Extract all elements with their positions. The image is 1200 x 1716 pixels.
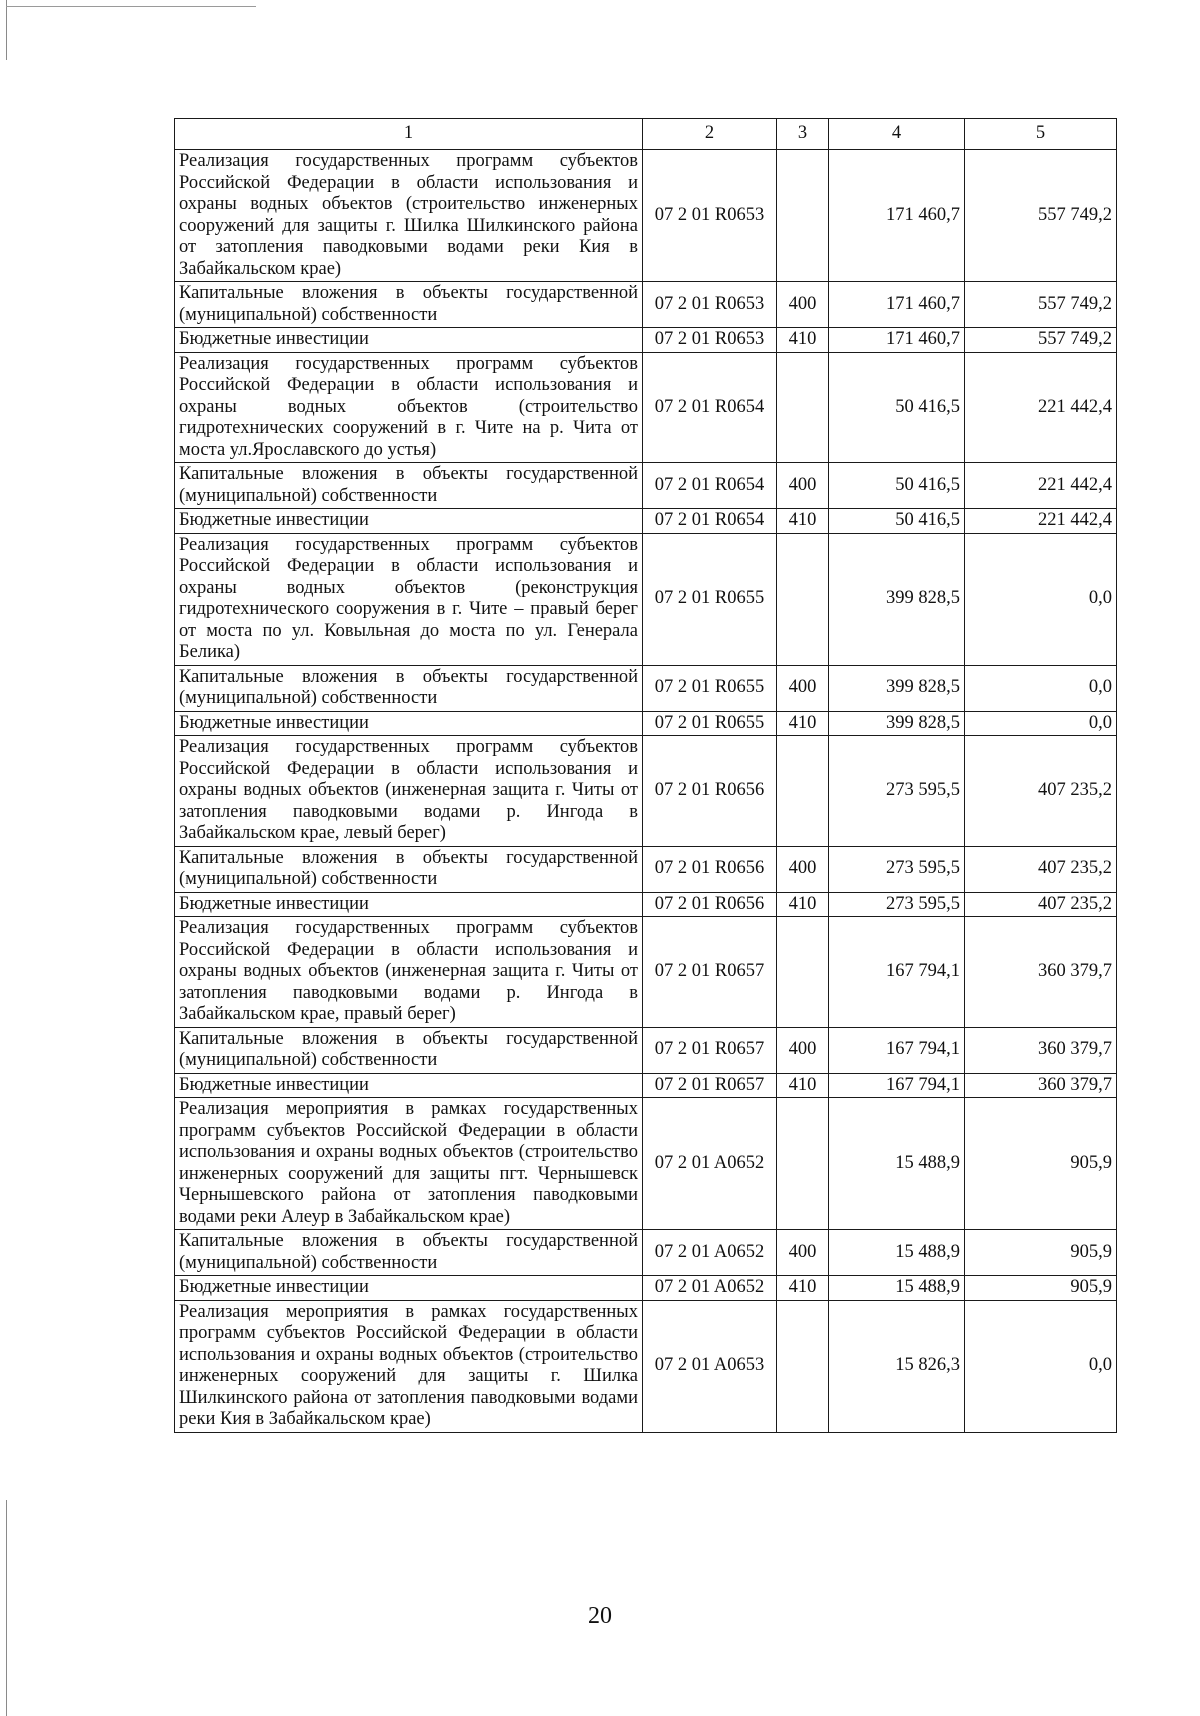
row-expense-type-cell [777, 736, 829, 847]
row-code-cell: 07 2 01 R0655 [643, 711, 777, 736]
row-expense-type-cell: 400 [777, 846, 829, 892]
row-name-cell: Бюджетные инвестиции [175, 1073, 643, 1098]
table-row [175, 736, 1117, 847]
row-name-cell: Бюджетные инвестиции [175, 509, 643, 534]
row-expense-type-cell: 400 [777, 463, 829, 509]
row-name-cell: Бюджетные инвестиции [175, 328, 643, 353]
header-col-1: 1 [175, 119, 643, 150]
table-row [175, 150, 1117, 282]
row-value-col4-cell: 15 488,9 [829, 1098, 965, 1230]
row-value-col4-cell: 15 826,3 [829, 1300, 965, 1432]
row-code-cell: 07 2 01 R0655 [643, 533, 777, 665]
row-value-col4-cell: 273 595,5 [829, 846, 965, 892]
row-value-col5-cell: 360 379,7 [965, 1027, 1117, 1073]
row-value-col4-cell: 273 595,5 [829, 892, 965, 917]
row-name-cell: Реализация государственных программ субъектов Российской Федерации в области использования и охраны водных объектов (строительство гидротехнических сооружений в г. Чите на р. Чита от моста ул.Ярославского до устья) [175, 352, 643, 463]
row-value-col5-cell: 221 442,4 [965, 352, 1117, 463]
table-row [175, 1276, 1117, 1301]
row-code-cell: 07 2 01 R0653 [643, 328, 777, 353]
row-code-cell: 07 2 01 A0653 [643, 1300, 777, 1432]
table-row [175, 282, 1117, 328]
table-row [175, 711, 1117, 736]
row-name-cell: Капитальные вложения в объекты государственной (муниципальной) собственности [175, 463, 643, 509]
scan-edge-left [6, 0, 7, 60]
row-value-col5-cell: 905,9 [965, 1098, 1117, 1230]
row-expense-type-cell: 400 [777, 1027, 829, 1073]
table-row [175, 1230, 1117, 1276]
row-code-cell: 07 2 01 R0657 [643, 1073, 777, 1098]
row-name-cell: Капитальные вложения в объекты государственной (муниципальной) собственности [175, 665, 643, 711]
table-row [175, 1027, 1117, 1073]
row-value-col5-cell: 407 235,2 [965, 892, 1117, 917]
row-code-cell: 07 2 01 R0656 [643, 846, 777, 892]
table-row [175, 917, 1117, 1028]
row-expense-type-cell [777, 150, 829, 282]
row-value-col4-cell: 399 828,5 [829, 665, 965, 711]
row-value-col5-cell: 0,0 [965, 665, 1117, 711]
row-value-col5-cell: 221 442,4 [965, 509, 1117, 534]
row-name-cell: Капитальные вложения в объекты государственной (муниципальной) собственности [175, 1027, 643, 1073]
row-value-col4-cell: 171 460,7 [829, 282, 965, 328]
row-expense-type-cell: 410 [777, 1073, 829, 1098]
row-value-col5-cell: 360 379,7 [965, 1073, 1117, 1098]
table-row [175, 509, 1117, 534]
row-expense-type-cell [777, 352, 829, 463]
row-expense-type-cell [777, 917, 829, 1028]
row-code-cell: 07 2 01 R0655 [643, 665, 777, 711]
table-row [175, 533, 1117, 665]
row-expense-type-cell: 400 [777, 665, 829, 711]
row-value-col4-cell: 167 794,1 [829, 1073, 965, 1098]
row-value-col5-cell: 221 442,4 [965, 463, 1117, 509]
row-code-cell: 07 2 01 R0654 [643, 463, 777, 509]
row-expense-type-cell [777, 1098, 829, 1230]
row-code-cell: 07 2 01 R0654 [643, 509, 777, 534]
row-expense-type-cell [777, 1300, 829, 1432]
row-name-cell: Реализация государственных программ субъектов Российской Федерации в области использования и охраны водных объектов (инженерная защита г. Читы от затопления паводковыми водами р. Ингода в Забайкальском крае, правый берег) [175, 917, 643, 1028]
table-row [175, 892, 1117, 917]
row-code-cell: 07 2 01 A0652 [643, 1098, 777, 1230]
row-name-cell: Реализация мероприятия в рамках государственных программ субъектов Российской Федерации в области использования и охраны водных объектов (строительство инженерных сооружений для защиты пгт. Чернышевск Чернышевского района от затопления паводковыми водами реки Алеур в Забайкальском крае) [175, 1098, 643, 1230]
row-value-col5-cell: 407 235,2 [965, 846, 1117, 892]
header-col-2: 2 [643, 119, 777, 150]
table-row [175, 1098, 1117, 1230]
table-row [175, 328, 1117, 353]
header-row [175, 119, 1117, 150]
row-expense-type-cell: 400 [777, 1230, 829, 1276]
row-value-col5-cell: 0,0 [965, 533, 1117, 665]
row-value-col4-cell: 171 460,7 [829, 328, 965, 353]
row-expense-type-cell: 410 [777, 328, 829, 353]
page-number: 20 [588, 1603, 612, 1629]
row-value-col4-cell: 399 828,5 [829, 533, 965, 665]
row-value-col5-cell: 0,0 [965, 711, 1117, 736]
row-name-cell: Реализация государственных программ субъектов Российской Федерации в области использования и охраны водных объектов (реконструкция гидротехнического сооружения в г. Чите – правый берег от моста по ул. Ковыльная до моста по ул. Генерала Белика) [175, 533, 643, 665]
row-value-col5-cell: 557 749,2 [965, 328, 1117, 353]
header-col-5: 5 [965, 119, 1117, 150]
row-name-cell: Капитальные вложения в объекты государственной (муниципальной) собственности [175, 282, 643, 328]
row-code-cell: 07 2 01 R0654 [643, 352, 777, 463]
table-header [175, 119, 1117, 150]
row-value-col4-cell: 50 416,5 [829, 352, 965, 463]
row-value-col5-cell: 905,9 [965, 1230, 1117, 1276]
scan-edge-top [6, 6, 256, 7]
row-name-cell: Бюджетные инвестиции [175, 711, 643, 736]
row-code-cell: 07 2 01 R0656 [643, 892, 777, 917]
row-code-cell: 07 2 01 R0653 [643, 150, 777, 282]
row-value-col4-cell: 171 460,7 [829, 150, 965, 282]
budget-table [174, 118, 1117, 1433]
row-value-col4-cell: 15 488,9 [829, 1230, 965, 1276]
row-name-cell: Реализация мероприятия в рамках государственных программ субъектов Российской Федерации в области использования и охраны водных объектов (строительство инженерных сооружений для защиты г. Шилка Шилкинского района от затопления паводковыми водами реки Кия в Забайкальском крае) [175, 1300, 643, 1432]
row-code-cell: 07 2 01 R0653 [643, 282, 777, 328]
table-row [175, 1073, 1117, 1098]
table-row [175, 352, 1117, 463]
row-code-cell: 07 2 01 R0657 [643, 917, 777, 1028]
table-row [175, 463, 1117, 509]
table-body [175, 150, 1117, 1433]
header-col-3: 3 [777, 119, 829, 150]
row-expense-type-cell: 410 [777, 1276, 829, 1301]
row-expense-type-cell: 410 [777, 892, 829, 917]
row-name-cell: Капитальные вложения в объекты государственной (муниципальной) собственности [175, 1230, 643, 1276]
row-value-col5-cell: 905,9 [965, 1276, 1117, 1301]
row-value-col4-cell: 15 488,9 [829, 1276, 965, 1301]
row-value-col5-cell: 360 379,7 [965, 917, 1117, 1028]
row-code-cell: 07 2 01 R0656 [643, 736, 777, 847]
row-value-col5-cell: 0,0 [965, 1300, 1117, 1432]
row-value-col4-cell: 273 595,5 [829, 736, 965, 847]
row-value-col5-cell: 407 235,2 [965, 736, 1117, 847]
row-code-cell: 07 2 01 A0652 [643, 1230, 777, 1276]
row-value-col4-cell: 50 416,5 [829, 463, 965, 509]
row-expense-type-cell: 400 [777, 282, 829, 328]
row-code-cell: 07 2 01 A0652 [643, 1276, 777, 1301]
row-name-cell: Реализация государственных программ субъектов Российской Федерации в области использования и охраны водных объектов (строительство инженерных сооружений для защиты г. Шилка Шилкинского района от затопления паводковыми водами реки Кия в Забайкальском крае) [175, 150, 643, 282]
row-value-col5-cell: 557 749,2 [965, 150, 1117, 282]
table-row [175, 846, 1117, 892]
row-name-cell: Бюджетные инвестиции [175, 892, 643, 917]
table-row [175, 665, 1117, 711]
row-name-cell: Бюджетные инвестиции [175, 1276, 643, 1301]
header-col-4: 4 [829, 119, 965, 150]
row-value-col4-cell: 167 794,1 [829, 917, 965, 1028]
row-value-col4-cell: 50 416,5 [829, 509, 965, 534]
row-expense-type-cell: 410 [777, 711, 829, 736]
row-value-col5-cell: 557 749,2 [965, 282, 1117, 328]
row-name-cell: Реализация государственных программ субъектов Российской Федерации в области использования и охраны водных объектов (инженерная защита г. Читы от затопления паводковыми водами р. Ингода в Забайкальском крае, левый берег) [175, 736, 643, 847]
row-expense-type-cell: 410 [777, 509, 829, 534]
row-value-col4-cell: 399 828,5 [829, 711, 965, 736]
table-row [175, 1300, 1117, 1432]
row-code-cell: 07 2 01 R0657 [643, 1027, 777, 1073]
row-expense-type-cell [777, 533, 829, 665]
row-name-cell: Капитальные вложения в объекты государственной (муниципальной) собственности [175, 846, 643, 892]
row-value-col4-cell: 167 794,1 [829, 1027, 965, 1073]
